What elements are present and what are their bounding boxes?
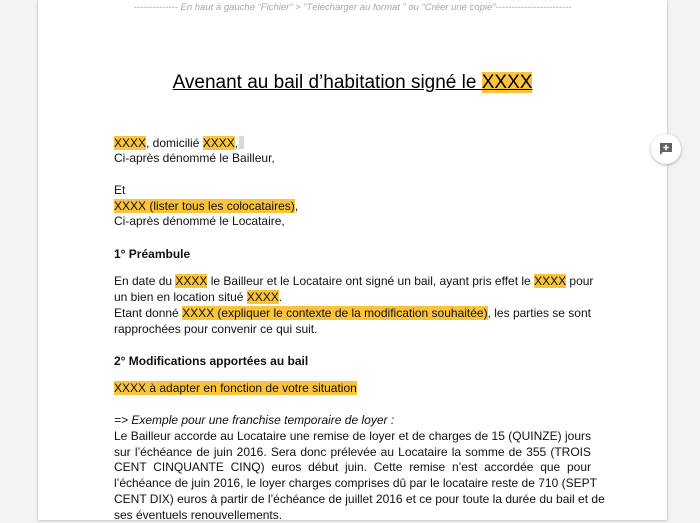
adapt-placeholder: XXXX à adapter en fonction de votre situation xyxy=(114,381,357,395)
title-label: Avenant au bail d’habitation signé le xyxy=(172,72,482,93)
example-line: ses éventuels renouvellements. xyxy=(114,508,283,522)
example-heading: => Exemple pour une franchise temporaire de loyer : xyxy=(114,413,395,427)
title-placeholder: XXXX xyxy=(481,72,533,93)
title-text xyxy=(173,72,533,93)
et-text: Et xyxy=(114,183,126,197)
bailleur-line xyxy=(114,135,591,151)
section1-heading: 1° Préambule xyxy=(114,247,191,261)
example-line: l’échéance de juin 2016, le loyer charges comprises dû par le locataire reste de 710 (SEPT xyxy=(114,476,597,490)
s1-l3-text-c: , les parties se sont xyxy=(487,306,591,320)
add-comment-button[interactable] xyxy=(651,134,681,164)
s1-l3-text-a: Etant donné xyxy=(114,306,183,320)
locataire-line xyxy=(114,198,591,214)
bailleur-role: Ci-après dénommé le Bailleur, xyxy=(114,151,275,165)
s1-l2-text-a: un bien en location situé xyxy=(114,290,247,304)
date-placeholder: XXXX xyxy=(175,274,208,288)
adapt-line xyxy=(114,380,591,396)
bailleur-address-placeholder: XXXX xyxy=(202,136,235,150)
location-placeholder: XXXX xyxy=(246,290,279,304)
context-placeholder: XXXX (expliquer le contexte de la modification souhaitée) xyxy=(182,306,488,320)
example-line: sur l’échéance de juin 2016. Sera donc prélevée au Locataire la somme de 355 (TROIS xyxy=(114,445,591,459)
bailleur-name-placeholder: XXXX xyxy=(114,136,147,150)
bailleur-mid-text: , domicilié xyxy=(146,136,203,150)
text-cursor-selection xyxy=(239,136,244,149)
locataire-end-text: , xyxy=(294,199,299,213)
effect-date-placeholder: XXXX xyxy=(534,274,567,288)
example-line: CENT DIX) euros à partir de l’échéance de juillet 2016 et ce pour toute la durée du bail et de xyxy=(114,492,605,506)
top-instruction-note: -------------- En haut à gauche “Fichier” > “Télécharger au format ” ou “Créer une copie”------------------------ xyxy=(133,2,572,13)
s1-l2-text-c: . xyxy=(278,290,283,304)
locataire-role: Ci-après dénommé le Locataire, xyxy=(114,214,285,228)
section1-line1 xyxy=(114,273,594,289)
section1-line3 xyxy=(114,305,591,321)
document-title xyxy=(38,72,667,94)
locataire-placeholder: XXXX (lister tous les colocataires) xyxy=(114,199,295,213)
s1-l1-text-e: pour xyxy=(566,274,594,288)
example-line: CENT CINQUANTE CINQ) euros début juin. Cette remise n’est accordée que pour xyxy=(114,460,591,474)
document-page xyxy=(38,0,667,520)
section1-line4: rapprochées pour convenir ce qui suit. xyxy=(114,322,318,336)
s1-l1-text-c: le Bailleur et le Locataire ont signé un bail, ayant pris effet le xyxy=(207,274,535,288)
example-line: Le Bailleur accorde au Locataire une remise de loyer et de charges de 15 (QUINZE) jours xyxy=(114,429,591,443)
section2-heading: 2° Modifications apportées au bail xyxy=(114,354,309,368)
s1-l1-text-a: En date du xyxy=(114,274,176,288)
bailleur-end-text: , xyxy=(234,136,239,150)
add-comment-icon xyxy=(659,142,673,156)
section1-line2 xyxy=(114,289,591,305)
